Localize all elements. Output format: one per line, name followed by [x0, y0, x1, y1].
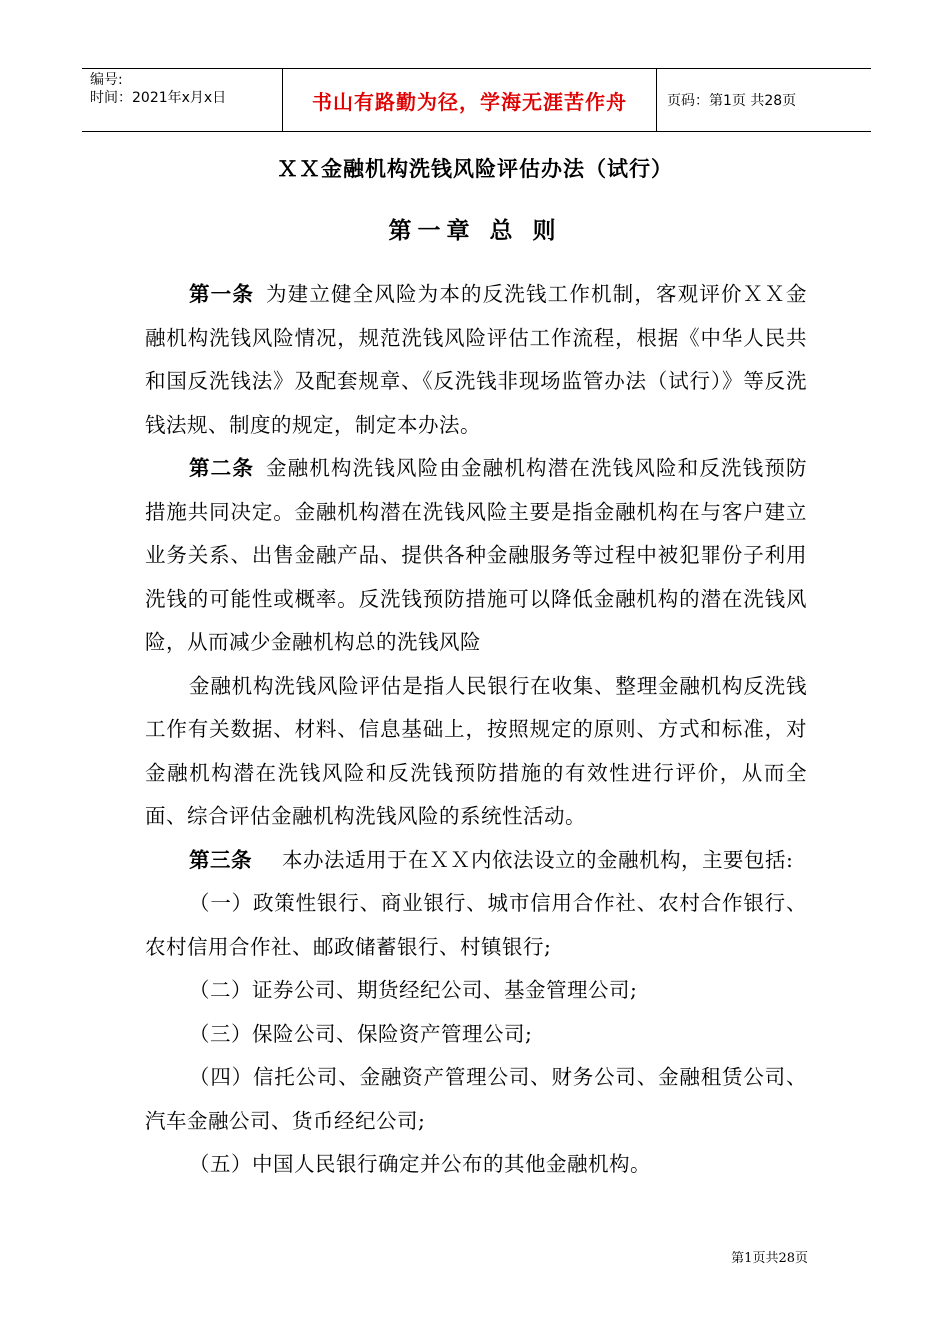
paragraph-text: （一）政策性银行、商业银行、城市信用合作社、农村合作银行、农村信用合作社、邮政储蓄银行、村镇银行;: [145, 891, 807, 959]
document-title: ＸＸ金融机构洗钱风险评估办法（试行）: [277, 156, 673, 181]
paragraph-text: （五）中国人民银行确定并公布的其他金融机构。: [189, 1152, 651, 1176]
paragraph-text: （四）信托公司、金融资产管理公司、财务公司、金融租赁公司、汽车金融公司、货币经纪公司;: [145, 1065, 807, 1133]
list-item: [145, 882, 807, 969]
paragraph-text: （二）证券公司、期货经纪公司、基金管理公司;: [189, 978, 638, 1002]
paragraph-text: （三）保险公司、保险资产管理公司;: [189, 1021, 533, 1046]
list-item: [145, 1056, 807, 1143]
article-label: 第二条: [189, 456, 254, 480]
paragraph-text: 金融机构洗钱风险评估是指人民银行在收集、整理金融机构反洗钱工作有关数据、材料、信息基础上，按照规定的原则、方式和标准，对金融机构潜在洗钱风险和反洗钱预防措施的有效性进行评价，从而全面、综合评估金融机构洗钱风险的系统性活动。: [145, 673, 807, 828]
paragraph-text: 本办法适用于在ＸＸ内依法设立的金融机构，主要包括:: [282, 847, 794, 872]
paragraph-article-1: [145, 273, 807, 447]
document-body: [145, 273, 807, 1187]
header-meta: [82, 69, 282, 131]
article-label: 第一条: [189, 282, 254, 306]
paragraph: [145, 665, 807, 839]
article-label: 第三条: [189, 847, 252, 872]
header-page-info: 页码：第1页 共28页: [667, 93, 797, 109]
header-motto: 书山有路勤为径，学海无涯苦作舟: [282, 69, 657, 131]
paragraph-text: 金融机构洗钱风险由金融机构潜在洗钱风险和反洗钱预防措施共同决定。金融机构潜在洗钱风险主要是指金融机构在与客户建立业务关系、出售金融产品、提供各种金融服务等过程中被犯罪份子利用洗钱的可能性或概率。反洗钱预防措施可以降低金融机构的潜在洗钱风险，从而减少金融机构总的洗钱风险: [145, 456, 807, 654]
document-date: 时间：2021年x月x日: [90, 90, 227, 106]
list-item: [145, 1143, 807, 1187]
list-item: [145, 1013, 807, 1057]
paragraph-article-3: [145, 839, 807, 883]
document-number-label: 编号:: [90, 72, 123, 88]
page-footer: 第1页共28页: [731, 1251, 808, 1266]
paragraph-article-2: [145, 447, 807, 665]
page-header: [82, 68, 871, 132]
paragraph-text: 为建立健全风险为本的反洗钱工作机制，客观评价ＸＸ金融机构洗钱风险情况，规范洗钱风险评估工作流程，根据《中华人民共和国反洗钱法》及配套规章、《反洗钱非现场监管办法（试行）》等反洗钱法规、制度的规定，制定本办法。: [145, 282, 807, 437]
list-item: [145, 969, 807, 1013]
chapter-heading: 第一章 总 则: [388, 217, 562, 244]
